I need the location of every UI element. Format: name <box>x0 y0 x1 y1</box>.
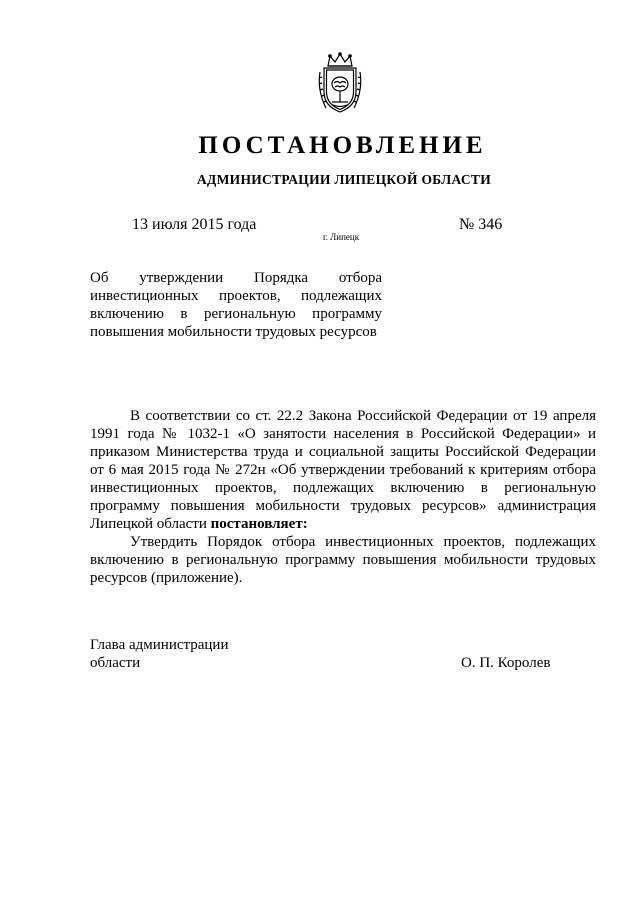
coat-of-arms-icon <box>314 52 366 114</box>
preamble-line: В соответствии со ст. 22.2 Закона Российской Федерации от 19 апреля <box>130 408 596 424</box>
preamble-line: от 6 мая 2015 года № 272н «Об утверждении требований к критериям отбора <box>90 462 596 478</box>
preamble-paragraph <box>90 407 596 533</box>
signatory-name: О. П. Королев <box>461 655 551 671</box>
resolves-keyword: постановляет: <box>210 516 308 532</box>
subject-line: включению в региональную программу <box>90 306 382 322</box>
document-date: 13 июля 2015 года <box>132 216 257 233</box>
resolution-line: ресурсов (приложение). <box>90 570 243 586</box>
document-issuer: АДМИНИСТРАЦИИ ЛИПЕЦКОЙ ОБЛАСТИ <box>196 172 492 187</box>
document-body <box>90 407 596 587</box>
preamble-line: 1991 года № 1032-1 «О занятости населения в Российской Федерации» и <box>90 426 596 442</box>
subject-line: инвестиционных проектов, подлежащих <box>90 288 382 304</box>
preamble-line: инвестиционных проектов, подлежащих включению в региональную <box>90 480 596 496</box>
subject-line: Об утверждении Порядка отбора <box>90 270 382 286</box>
signatory-position <box>90 636 228 672</box>
preamble-line: программу повышения мобильности трудовых ресурсов» администрация <box>90 498 596 514</box>
document-number: № 346 <box>459 216 503 233</box>
document-city: г. Липецк <box>323 232 360 242</box>
signatory-position-line: Глава администрации <box>90 637 229 653</box>
preamble-line <box>90 515 596 533</box>
document-subject <box>90 269 382 341</box>
subject-line: повышения мобильности трудовых ресурсов <box>90 324 377 340</box>
resolution-line: включению в региональную программу повышения мобильности трудовых <box>90 552 596 568</box>
preamble-text: Липецкой области <box>90 516 211 532</box>
resolution-paragraph <box>90 533 596 587</box>
preamble-line: приказом Министерства труда и социальной защиты Российской Федерации <box>90 444 596 460</box>
resolution-line: Утвердить Порядок отбора инвестиционных проектов, подлежащих <box>130 534 596 550</box>
signatory-position-line: области <box>90 655 141 671</box>
document-title: ПОСТАНОВЛЕНИЕ <box>198 132 487 159</box>
